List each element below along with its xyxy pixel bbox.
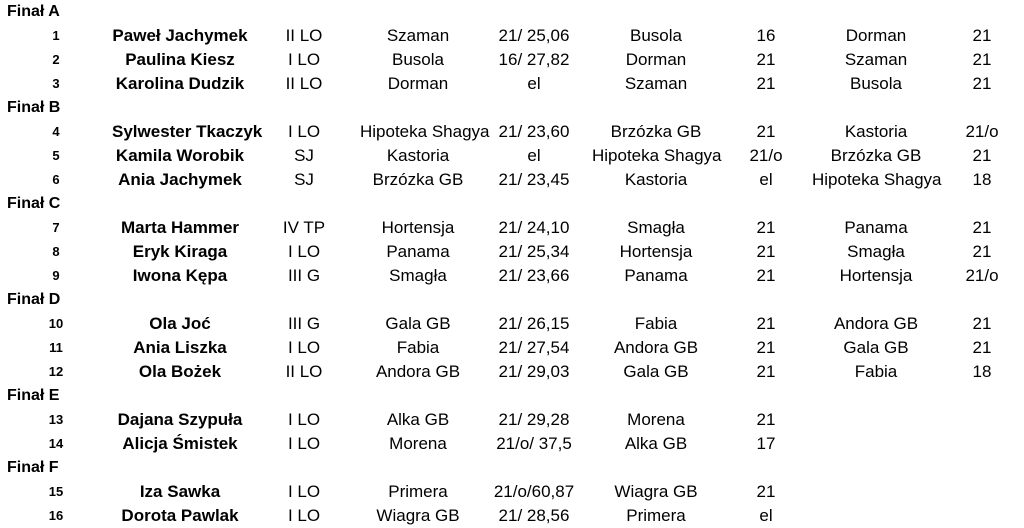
rider-name: Marta Hammer [120,218,240,237]
horse-3-score: 21 [972,74,992,93]
final-group-heading: Finał C [7,195,61,212]
horse-1-score: 21/ 23,66 [498,266,570,285]
rider-name: Sylwester Tkaczyk [112,122,263,141]
horse-3-score: 21 [972,146,992,165]
start-number: 12 [48,364,64,379]
rider-name: Dorota Pawlak [121,506,239,525]
horse-3-score: 21 [972,50,992,69]
horse-2-score: 21 [756,338,776,357]
horse-1-name: Andora GB [375,362,461,381]
rider-name: Iza Sawka [139,482,221,501]
horse-1-score: 21/o/60,87 [493,482,575,501]
rider-name: Alicja Śmistek [122,434,238,453]
rider-class: II LO [285,26,323,45]
rider-name: Ania Jachymek [118,170,242,189]
horse-3-name: Busola [850,74,902,93]
rider-class: II LO [285,362,323,381]
result-row [0,504,1024,528]
horse-2-score: 21/o [749,146,783,165]
rider-class: I LO [287,506,321,525]
horse-2-name: Szaman [624,74,688,93]
start-number: 1 [52,28,60,43]
result-row [0,216,1024,240]
start-number: 5 [52,148,60,163]
horse-2-score: 21 [756,218,776,237]
horse-1-score: 21/ 28,56 [498,506,570,525]
horse-3-name [812,432,940,456]
start-number: 14 [48,436,64,451]
horse-3-name: Hipoteka Shagya [812,170,942,189]
horse-1-name: Fabia [396,338,440,357]
rider-class: I LO [287,410,321,429]
start-number: 7 [52,220,60,235]
rider-class: SJ [294,146,314,165]
horse-1-score: 21/ 26,15 [498,314,570,333]
horse-2-name: Primera [626,506,686,525]
result-row [0,120,1024,144]
horse-2-score: 21 [756,74,776,93]
horse-3-score: 21 [972,242,992,261]
horse-3-score: 21/o [965,122,999,141]
horse-3-score: 21 [972,26,992,45]
rider-class: I LO [287,434,321,453]
result-row [0,312,1024,336]
horse-1-name: Wiagra GB [376,506,460,525]
horse-1-name: Panama [386,242,450,261]
result-row [0,24,1024,48]
horse-1-name: Dorman [387,74,449,93]
final-group-heading: Finał A [7,3,60,20]
rider-name: Eryk Kiraga [132,242,228,261]
start-number: 16 [48,508,64,523]
horse-1-name: Brzózka GB [372,170,464,189]
horse-3-name [812,408,940,432]
horse-2-name: Brzózka GB [610,122,702,141]
horse-2-name: Smagła [627,218,685,237]
start-number: 9 [52,268,60,283]
horse-1-score: 21/ 25,06 [498,26,570,45]
result-row [0,336,1024,360]
horse-2-name: Morena [627,410,685,429]
horse-2-score: 21 [756,122,776,141]
horse-1-score: 21/ 23,60 [498,122,570,141]
final-group-heading: Finał F [7,459,59,476]
horse-3-score [940,480,1024,504]
rider-name: Ola Joć [149,314,211,333]
result-row [0,48,1024,72]
rider-class: I LO [287,482,321,501]
horse-3-name: Szaman [844,50,908,69]
horse-2-score: 21 [756,314,776,333]
rider-class: I LO [287,242,321,261]
horse-2-score: 21 [756,482,776,501]
rider-name: Iwona Kępa [132,266,228,285]
horse-2-name: Wiagra GB [614,482,698,501]
horse-2-score: 21 [756,50,776,69]
horse-3-score: 21/o [965,266,999,285]
horse-1-name: Busola [392,50,444,69]
rider-class: II LO [285,74,323,93]
rider-name: Paulina Kiesz [125,50,235,69]
horse-3-name: Brzózka GB [830,146,922,165]
rider-class: I LO [287,338,321,357]
result-row [0,144,1024,168]
horse-3-name: Hortensja [839,266,913,285]
result-row [0,432,1024,456]
horse-2-score: 21 [756,266,776,285]
result-row [0,408,1024,432]
horse-2-name: Panama [624,266,688,285]
rider-name: Paweł Jachymek [112,26,248,45]
start-number: 8 [52,244,60,259]
horse-1-name: Szaman [386,26,450,45]
start-number: 10 [48,316,64,331]
result-row [0,168,1024,192]
horse-3-name: Gala GB [843,338,909,357]
horse-1-score: el [527,146,541,165]
result-row [0,72,1024,96]
start-number: 13 [48,412,64,427]
rider-class: III G [287,266,321,285]
horse-1-score: 21/ 29,28 [498,410,570,429]
horse-3-name [812,504,940,528]
horse-2-score: el [759,506,773,525]
rider-name: Ola Bożek [138,362,222,381]
horse-3-name [812,480,940,504]
final-group-heading: Finał B [7,99,61,116]
horse-2-score: 21 [756,242,776,261]
horse-1-score: 21/ 23,45 [498,170,570,189]
start-number: 11 [49,340,63,355]
horse-3-name: Panama [844,218,908,237]
horse-3-score: 21 [972,218,992,237]
horse-1-score: 16/ 27,82 [498,50,570,69]
horse-2-score: el [759,170,773,189]
rider-name: Kamila Worobik [115,146,245,165]
horse-2-score: 16 [756,26,776,45]
rider-class: SJ [294,170,314,189]
horse-2-score: 17 [756,434,776,453]
horse-2-name: Fabia [634,314,678,333]
rider-class: I LO [287,50,321,69]
rider-class: I LO [287,122,321,141]
horse-2-name: Dorman [625,50,687,69]
horse-3-name: Smagła [847,242,905,261]
horse-3-score [940,504,1024,528]
horse-3-name: Fabia [854,362,898,381]
start-number: 6 [52,172,60,187]
rider-name: Karolina Dudzik [115,74,245,93]
horse-3-name: Andora GB [833,314,919,333]
horse-1-name: Hipoteka Shagya [360,122,490,141]
rider-name: Dajana Szypuła [117,410,243,429]
start-number: 3 [52,76,60,91]
horse-2-score: 21 [756,410,776,429]
horse-3-name: Dorman [845,26,907,45]
final-group-heading: Finał D [7,291,61,308]
rider-class: IV TP [282,218,326,237]
horse-1-name: Smagła [389,266,447,285]
horse-1-name: Alka GB [386,410,450,429]
horse-3-name: Kastoria [844,122,908,141]
horse-3-score: 18 [972,170,992,189]
final-group-heading: Finał E [7,387,60,404]
start-number: 4 [52,124,60,139]
horse-1-score: 21/ 27,54 [498,338,570,357]
horse-3-score: 21 [972,314,992,333]
horse-2-name: Kastoria [624,170,688,189]
horse-1-name: Gala GB [385,314,451,333]
rider-name: Ania Liszka [133,338,227,357]
result-row [0,360,1024,384]
horse-1-score: 21/o/ 37,5 [496,434,572,453]
horse-2-name: Hortensja [619,242,693,261]
horse-2-name: Hipoteka Shagya [592,146,722,165]
result-row [0,240,1024,264]
horse-2-score: 21 [756,362,776,381]
horse-1-score: el [527,74,541,93]
result-row [0,480,1024,504]
horse-3-score: 21 [972,338,992,357]
start-number: 2 [52,52,60,67]
horse-3-score: 18 [972,362,992,381]
result-row [0,264,1024,288]
horse-1-name: Kastoria [386,146,450,165]
start-number: 15 [48,484,64,499]
horse-2-name: Alka GB [624,434,688,453]
horse-1-name: Hortensja [381,218,455,237]
rider-class: III G [287,314,321,333]
horse-1-score: 21/ 24,10 [498,218,570,237]
horse-1-score: 21/ 25,34 [498,242,570,261]
horse-1-name: Morena [389,434,447,453]
horse-3-score [940,408,1024,432]
horse-2-name: Andora GB [613,338,699,357]
horse-1-name: Primera [388,482,448,501]
horse-3-score [940,432,1024,456]
horse-2-name: Busola [630,26,682,45]
horse-2-name: Gala GB [623,362,689,381]
horse-1-score: 21/ 29,03 [498,362,570,381]
